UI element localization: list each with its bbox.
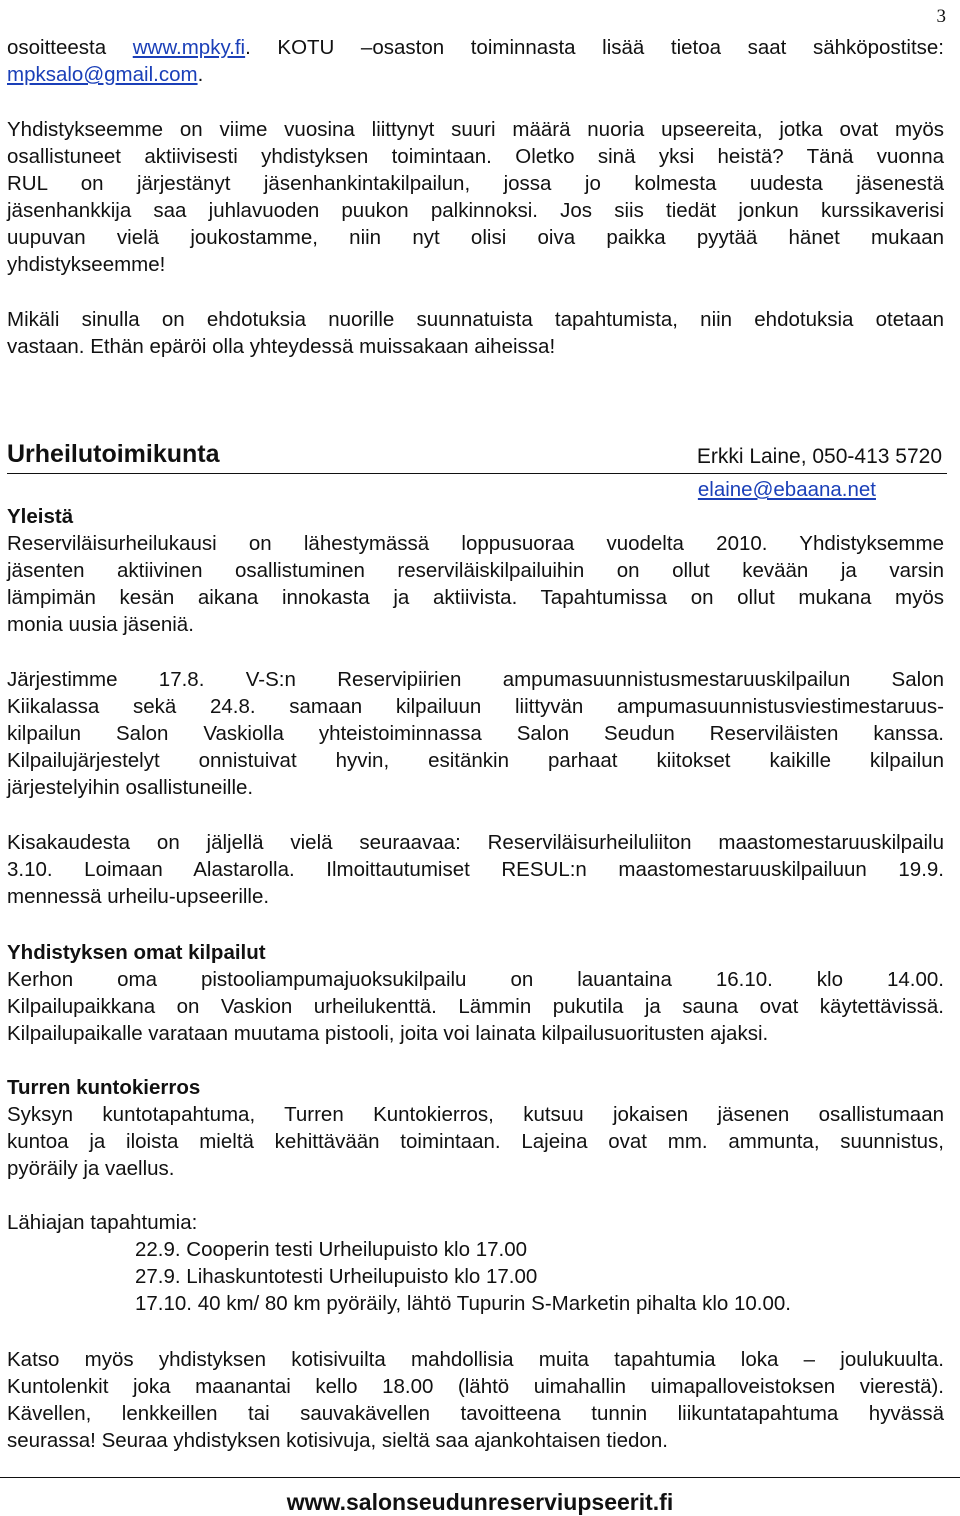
text-line: Kilpailupaikalle varataan muutama pistooli, joita voi lainata kilpailusuoritusten ajaksi. <box>7 1022 769 1045</box>
intro-line-1 <box>7 34 944 61</box>
turre-section <box>7 1074 944 1182</box>
text-line: kilpailun Salon Vaskiolla yhteistoiminnassa Salon Seudun Reserviläisten kanssa. <box>7 722 944 745</box>
text-line: Katso myös yhdistyksen kotisivuilta mahdollisia muita tapahtumia loka – joulukuulta. <box>7 1348 944 1371</box>
text-line: Kerhon oma pistooliampumajuoksukilpailu on lauantaina 16.10. klo 14.00. <box>7 968 944 991</box>
intro-line-2 <box>7 61 944 88</box>
text-line: Kävellen, lenkkeillen tai sauvakävellen tavoitteena tunnin liikuntatapahtuma hyvässä <box>7 1402 944 1425</box>
own-competitions-heading: Yhdistyksen omat kilpailut <box>7 941 266 964</box>
text-line: jäsenten aktiivinen osallistuminen reserviläiskilpailuihin on ollut kevään ja varsin <box>7 559 944 582</box>
text-line: seurassa! Seuraa yhdistyksen kotisivuja, sieltä saa ajankohtaisen tiedon. <box>7 1429 668 1452</box>
contact-email-link[interactable]: elaine@ebaana.net <box>697 478 876 501</box>
text-line: 3.10. Loimaan Alastarolla. Ilmoittautumiset RESUL:n maastomestaruuskilpailuun 19.9. <box>7 858 944 881</box>
section-divider <box>7 473 947 474</box>
text-line: pyöräily ja vaellus. <box>7 1157 175 1180</box>
mpky-link[interactable]: www.mpky.fi <box>132 36 246 59</box>
turre-heading: Turren kuntokierros <box>7 1076 201 1099</box>
event-item: 17.10. 40 km/ 80 km pyöräily, lähtö Tupurin S-Marketin pihalta klo 10.00. <box>135 1292 791 1315</box>
upcoming-events-section <box>7 1209 944 1317</box>
text-line: kuntoa ja iloista mieltä kehittävään toimintaan. Lajeina ovat mm. ammunta, suunnistus, <box>7 1130 944 1153</box>
intro-block <box>7 34 944 88</box>
text-line: Syksyn kuntotapahtuma, Turren Kuntokierros, kutsuu jokaisen jäsenen osallistumaan <box>7 1103 944 1126</box>
text-line: Järjestimme 17.8. V-S:n Reservipiirien ampumasuunnistusmestaruuskilpailun Salon <box>7 668 944 691</box>
organized-paragraph <box>7 666 944 801</box>
text-line: Kilpailujärjestelyt onnistuivat hyvin, esitänkin parhaat kiitokset kaikille kilpailun <box>7 749 944 772</box>
intro-text: osoitteesta <box>7 36 133 59</box>
page-number: 3 <box>936 6 946 27</box>
text-line: Kilpailupaikkana on Vaskion urheilukenttä. Lämmin pukutila ja sauna ovat käytettävissä. <box>7 995 944 1018</box>
text-line: yhdistykseemme! <box>7 253 166 276</box>
suggestions-paragraph <box>7 306 944 360</box>
text-line: järjestelyihin osallistuneille. <box>7 776 254 799</box>
own-competitions-section <box>7 939 944 1047</box>
text-line: Kisakaudesta on jäljellä vielä seuraavaa: Reserviläisurheiluliiton maastomestaruuskilpailu <box>7 831 944 854</box>
text-line: Yhdistykseemme on viime vuosina liittynyt suuri määrä nuoria upseereita, jotka ovat myös <box>7 118 944 141</box>
email-link[interactable]: mpksalo@gmail.com <box>7 63 198 86</box>
text-line: Kuntolenkit joka maanantai kello 18.00 (lähtö uimahallin uimapalloveistoksen vierestä). <box>7 1375 944 1398</box>
text-line: monia uusia jäseniä. <box>7 613 194 636</box>
text-line: Kiikalassa sekä 24.8. samaan kilpailuun liittyvän ampumasuunnistusviestimestaruus- <box>7 695 944 718</box>
members-paragraph <box>7 116 944 278</box>
footer-url: www.salonseudunreserviupseerit.fi <box>286 1489 674 1515</box>
text-line: mennessä urheilu-upseerille. <box>7 885 270 908</box>
upcoming-label: Lähiajan tapahtumia: <box>7 1211 198 1234</box>
text-line: osallistuneet aktiivisesti yhdistyksen toimintaan. Oletko sinä yksi heistä? Tänä vuonna <box>7 145 944 168</box>
general-section <box>7 503 944 638</box>
text-line: lämpimän kesän aikana innokasta ja aktiivista. Tapahtumissa on ollut mukana myös <box>7 586 944 609</box>
closing-paragraph <box>7 1346 944 1454</box>
text-line: uupuvan vielä joukostamme, niin nyt olisi oiva paikka pyytää hänet mukaan <box>7 226 944 249</box>
contact-name: Erkki Laine, 050-413 5720 <box>696 445 942 468</box>
text-line: jäsenhankkija saa juhlavuoden puukon palkinnoksi. Jos siis tiedät jonkun kurssikaverisi <box>7 199 944 222</box>
event-item: 22.9. Cooperin testi Urheilupuisto klo 17.00 <box>135 1238 528 1261</box>
intro-text: . KOTU –osaston toiminnasta lisää tietoa saat sähköpostitse: <box>245 36 944 59</box>
section-title: Urheilutoimikunta <box>7 440 220 468</box>
text-line: Mikäli sinulla on ehdotuksia nuorille suunnatuista tapahtumista, niin ehdotuksia otetaan <box>7 308 944 331</box>
event-item: 27.9. Lihaskuntotesti Urheilupuisto klo 17.00 <box>135 1265 538 1288</box>
text-line: RUL on järjestänyt jäsenhankintakilpailun, jossa jo kolmesta uudesta jäsenestä <box>7 172 944 195</box>
general-heading: Yleistä <box>7 505 74 528</box>
footer-divider <box>0 1477 960 1478</box>
intro-text: . <box>197 63 204 86</box>
text-line: vastaan. Ethän epäröi olla yhteydessä muissakaan aiheissa! <box>7 335 556 358</box>
text-line: Reserviläisurheilukausi on lähestymässä loppusuoraa vuodelta 2010. Yhdistyksemme <box>7 532 944 555</box>
remaining-paragraph <box>7 829 944 910</box>
